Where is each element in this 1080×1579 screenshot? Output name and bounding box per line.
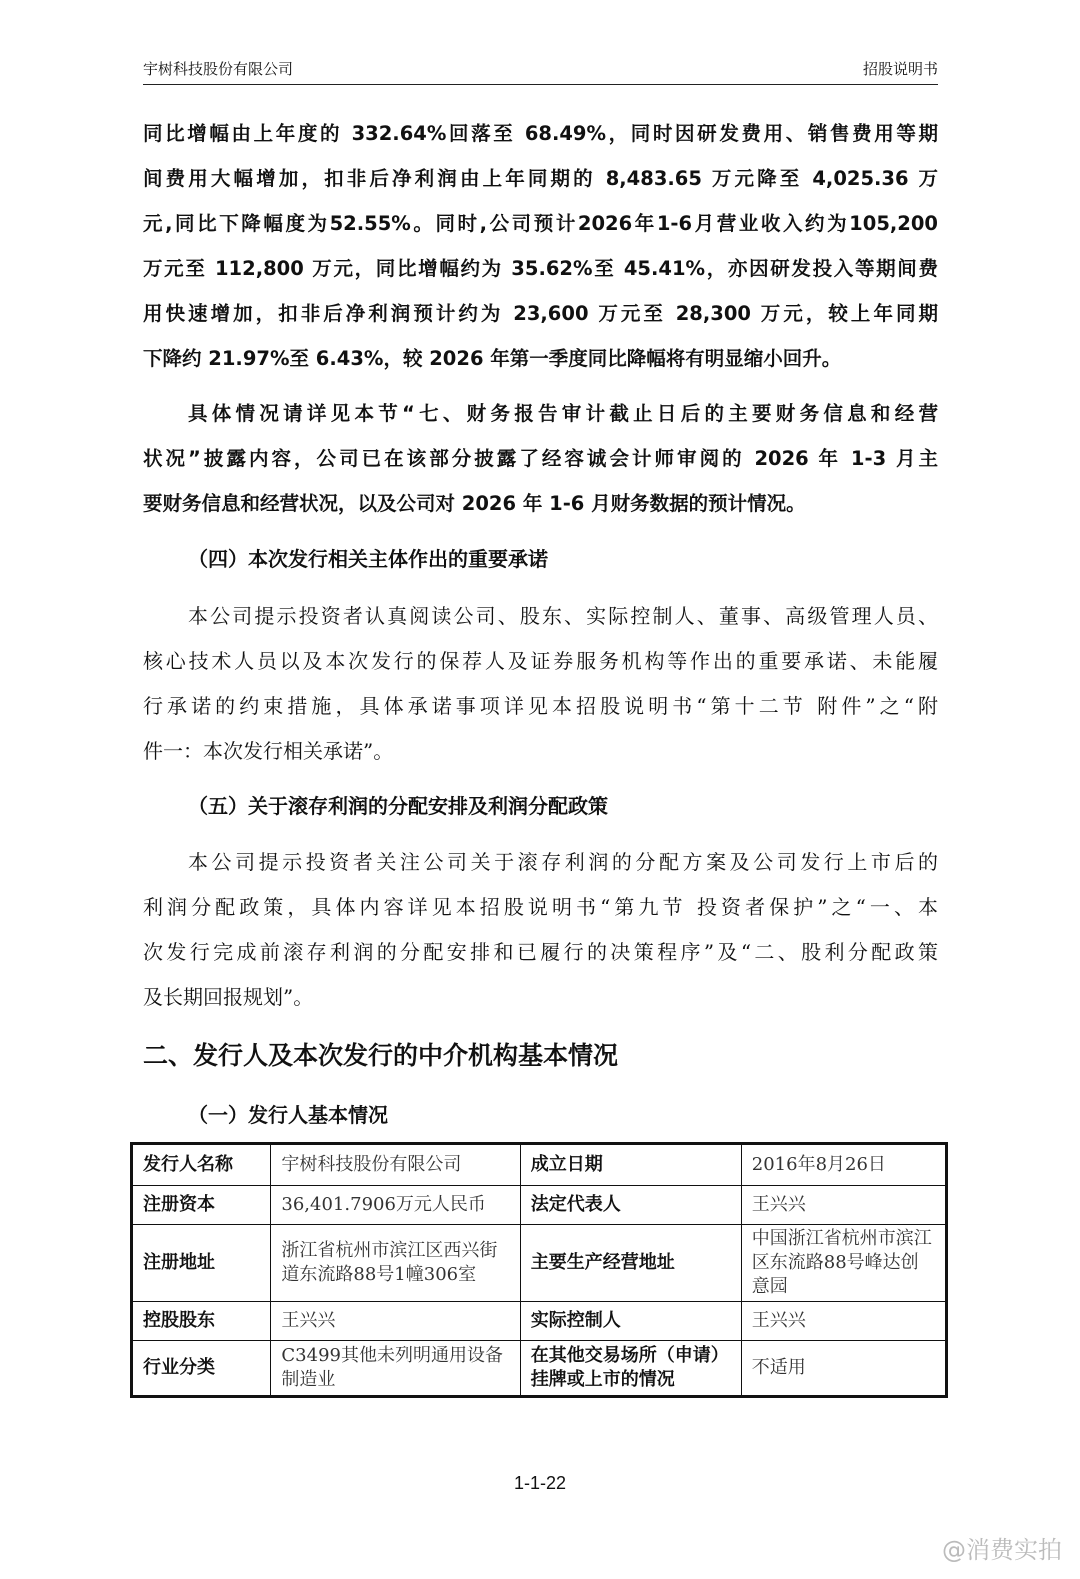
table-key: 在其他交易场所（申请）挂牌或上市的情况: [520, 1341, 741, 1397]
page-number: 1-1-22: [513, 1473, 567, 1493]
table-value: 36,401.7906万元人民币: [271, 1186, 520, 1225]
text-line: 利润分配政策，具体内容详见本招股说明书“第九节 投资者保护”之“一、本: [143, 895, 938, 919]
table-key: 法定代表人: [520, 1186, 741, 1225]
table-value: 不适用: [741, 1341, 946, 1397]
section-5-title: （五）关于滚存利润的分配安排及利润分配政策: [188, 794, 608, 818]
text-line: 状况”披露内容，公司已在该部分披露了经容诚会计师审阅的 2026 年 1-3 月主: [143, 447, 938, 470]
table-key: 成立日期: [520, 1144, 741, 1186]
table-key: 发行人名称: [132, 1144, 271, 1186]
table-value: 2016年8月26日: [741, 1144, 946, 1186]
table-row: [132, 1225, 947, 1302]
issuer-info-table: [130, 1142, 948, 1398]
table-key: 控股股东: [132, 1302, 271, 1341]
table-value: 宇树科技股份有限公司: [271, 1144, 520, 1186]
chapter-2-title: 二、发行人及本次发行的中介机构基本情况: [143, 1041, 619, 1070]
header-company: 宇树科技股份有限公司: [143, 60, 294, 78]
text-line: 元,同比下降幅度为52.55%。同时,公司预计2026年1-6月营业收入约为105,200: [143, 212, 938, 235]
table-value: 王兴兴: [741, 1302, 946, 1341]
text-line: 间费用大幅增加，扣非后净利润由上年同期的 8,483.65 万元降至 4,025.36 万: [143, 167, 938, 190]
table-value: 浙江省杭州市滨江区西兴街道东流路88号1幢306室: [271, 1225, 520, 1302]
text-line: 次发行完成前滚存利润的分配安排和已履行的决策程序”及“二、股利分配政策: [143, 940, 938, 964]
table-value: 王兴兴: [271, 1302, 520, 1341]
table-row: [132, 1186, 947, 1225]
text-line: 万元至 112,800 万元，同比增幅约为 35.62%至 45.41%，亦因研发投入等期间费: [143, 257, 938, 280]
watermark: @消费实拍: [942, 1536, 1062, 1564]
text-line: 核心技术人员以及本次发行的保荐人及证券服务机构等作出的重要承诺、未能履: [143, 649, 938, 673]
table-key: 行业分类: [132, 1341, 271, 1397]
text-line: 本公司提示投资者关注公司关于滚存利润的分配方案及公司发行上市后的: [188, 850, 938, 874]
text-line: 本公司提示投资者认真阅读公司、股东、实际控制人、董事、高级管理人员、: [188, 604, 938, 628]
text-line: 及长期回报规划”。: [143, 985, 314, 1009]
table-key: 注册资本: [132, 1186, 271, 1225]
table-value: 中国浙江省杭州市滨江区东流路88号峰达创意园: [741, 1225, 946, 1302]
text-line: 件一：本次发行相关承诺”。: [143, 739, 394, 763]
text-line: 同比增幅由上年度的 332.64%回落至 68.49%，同时因研发费用、销售费用等期: [143, 122, 938, 145]
page-header: [143, 56, 938, 85]
text-line: 用快速增加，扣非后净利润预计约为 23,600 万元至 28,300 万元，较上年同期: [143, 302, 938, 325]
table-row: [132, 1341, 947, 1397]
text-line: 具体情况请详见本节“七、财务报告审计截止日后的主要财务信息和经营: [188, 402, 938, 425]
table-key: 实际控制人: [520, 1302, 741, 1341]
text-line: 行承诺的约束措施，具体承诺事项详见本招股说明书“第十二节 附件”之“附: [143, 694, 938, 718]
header-doc-type: 招股说明书: [862, 60, 938, 78]
table-key: 主要生产经营地址: [520, 1225, 741, 1302]
table-row: [132, 1302, 947, 1341]
table-value: C3499其他未列明通用设备制造业: [271, 1341, 520, 1397]
section-4-title: （四）本次发行相关主体作出的重要承诺: [188, 547, 548, 571]
table-key: 注册地址: [132, 1225, 271, 1302]
text-line: 要财务信息和经营状况，以及公司对 2026 年 1-6 月财务数据的预计情况。: [143, 492, 806, 515]
table-value: 王兴兴: [741, 1186, 946, 1225]
table-row: [132, 1144, 947, 1186]
text-line: 下降约 21.97%至 6.43%，较 2026 年第一季度同比降幅将有明显缩小回升。: [143, 347, 842, 370]
subsection-1-title: （一）发行人基本情况: [188, 1103, 388, 1127]
